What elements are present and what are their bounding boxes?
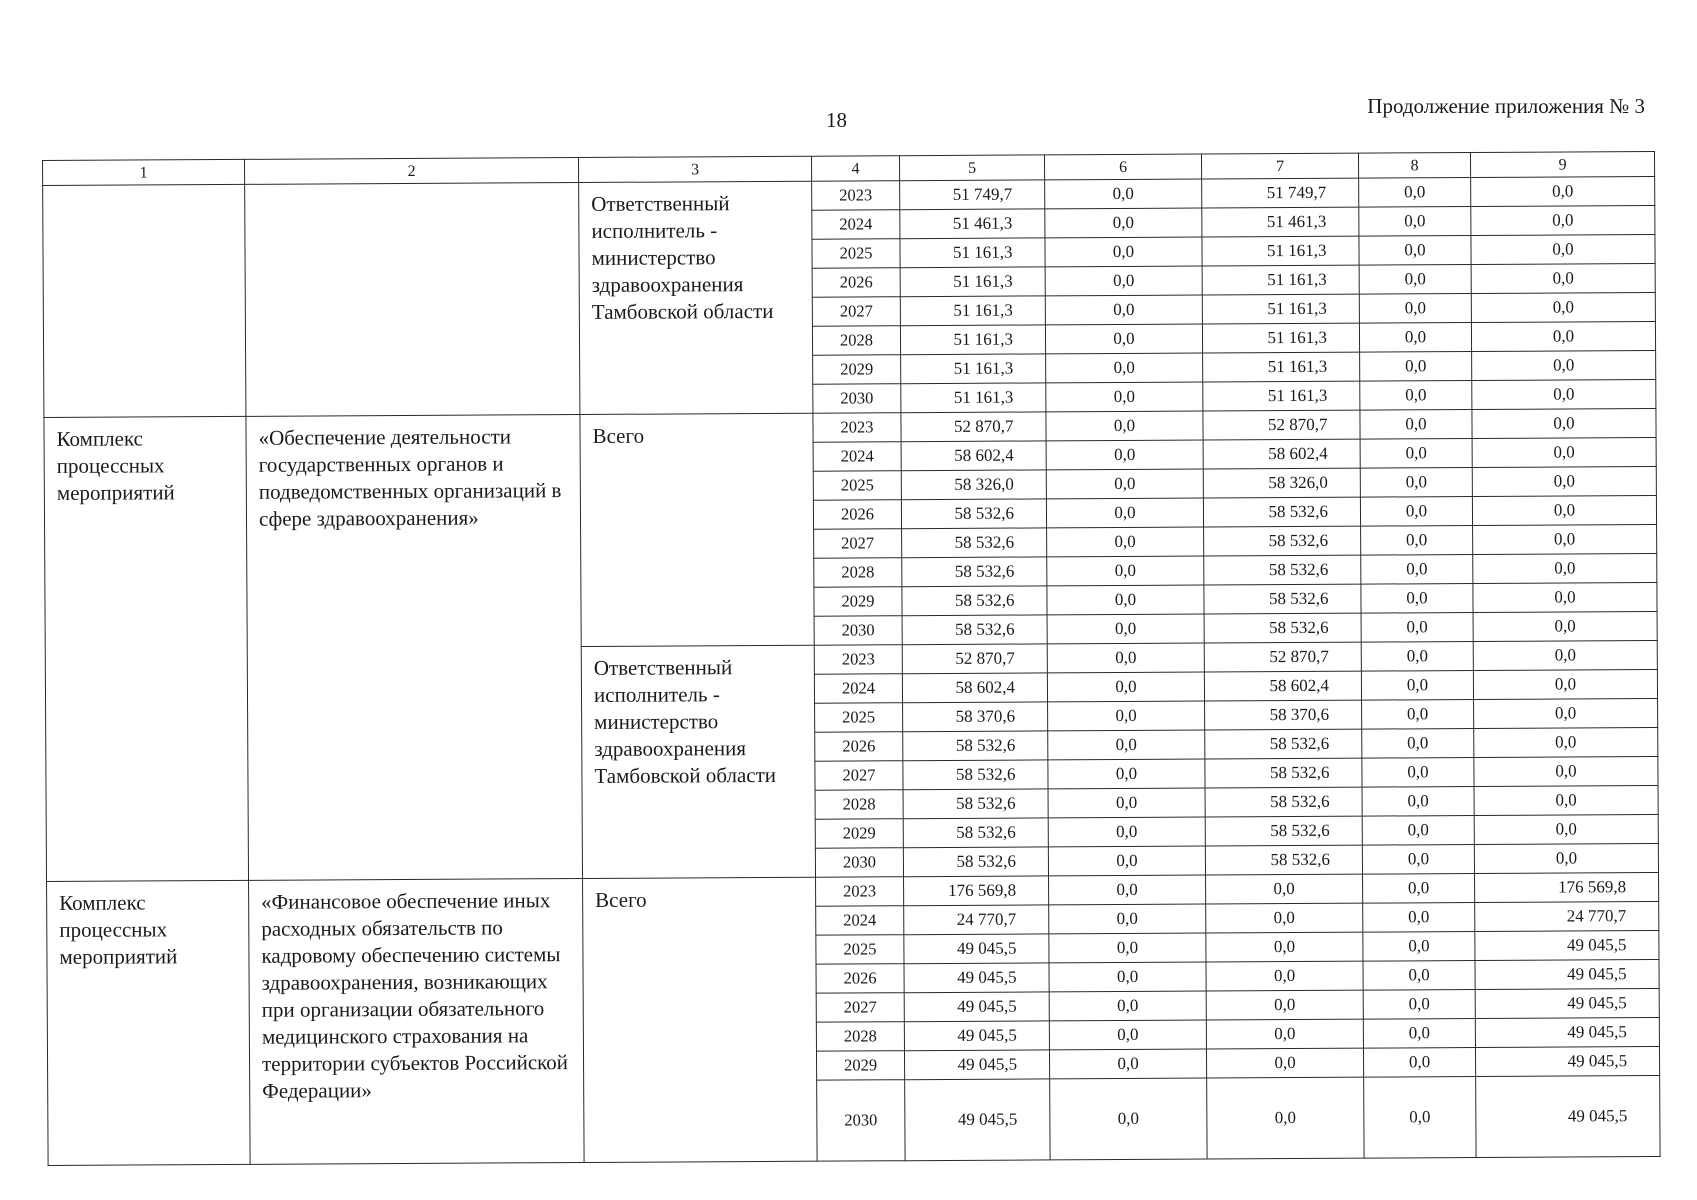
year-cell: 2030: [814, 616, 902, 645]
value-cell: 0,0: [1474, 698, 1658, 728]
program-name-cell: «Обеспечение деятельности государственных органов и подведомственных организаций в сфере здравоохранения»: [246, 414, 583, 880]
value-cell: 52 870,7: [1204, 642, 1361, 672]
value-cell: 0,0: [1362, 845, 1474, 875]
year-cell: 2023: [814, 645, 902, 674]
value-cell: 0,0: [1206, 1019, 1363, 1049]
year-cell: 2027: [816, 993, 904, 1022]
value-cell: 58 532,6: [1205, 816, 1362, 846]
value-cell: 0,0: [1361, 671, 1473, 701]
year-cell: 2027: [812, 297, 900, 326]
value-cell: 0,0: [1206, 903, 1363, 933]
value-cell: 0,0: [1206, 932, 1363, 962]
value-cell: 0,0: [1360, 468, 1472, 498]
value-cell: 51 161,3: [1202, 294, 1359, 324]
value-cell: 0,0: [1360, 497, 1472, 527]
value-cell: 58 326,0: [1203, 468, 1360, 498]
value-cell: 0,0: [1045, 324, 1202, 354]
value-cell: 49 045,5: [905, 1079, 1050, 1161]
value-cell: 58 532,6: [1205, 787, 1362, 817]
value-cell: 0,0: [1046, 353, 1203, 383]
program-type-cell: Комплекс процессных мероприятий: [44, 416, 249, 881]
year-cell: 2030: [813, 384, 901, 413]
year-cell: 2029: [813, 355, 901, 384]
value-cell: 0,0: [1473, 582, 1657, 612]
value-cell: 51 461,3: [1202, 207, 1359, 237]
budget-table: [42, 151, 1661, 1166]
value-cell: 0,0: [1361, 555, 1473, 585]
value-cell: 0,0: [1049, 1020, 1206, 1050]
year-cell: 2024: [816, 906, 904, 935]
value-cell: 0,0: [1048, 817, 1205, 847]
value-cell: 0,0: [1207, 1077, 1364, 1159]
value-cell: 0,0: [1359, 207, 1471, 237]
value-cell: 0,0: [1049, 991, 1206, 1021]
value-cell: 0,0: [1474, 727, 1658, 757]
value-cell: 0,0: [1045, 179, 1202, 209]
column-header: 8: [1358, 153, 1470, 179]
value-cell: 58 532,6: [903, 847, 1048, 877]
value-cell: 24 770,7: [904, 905, 1049, 935]
value-cell: 51 749,7: [900, 180, 1045, 210]
value-cell: 49 045,5: [1475, 1017, 1659, 1047]
year-cell: 2028: [814, 558, 902, 587]
value-cell: 0,0: [1359, 265, 1471, 295]
column-header: 5: [899, 155, 1044, 181]
table-body: [43, 151, 1661, 1165]
year-cell: 2026: [813, 500, 901, 529]
year-cell: 2025: [812, 239, 900, 268]
value-cell: 0,0: [1045, 266, 1202, 296]
value-cell: 0,0: [1362, 700, 1474, 730]
column-header: 4: [811, 156, 899, 181]
value-cell: 0,0: [1049, 875, 1206, 905]
value-cell: 58 532,6: [902, 528, 1047, 558]
value-cell: 0,0: [1046, 498, 1203, 528]
value-cell: 51 749,7: [1202, 178, 1359, 208]
value-cell: 49 045,5: [904, 1021, 1049, 1051]
program-type-cell: Комплекс процессных мероприятий: [47, 880, 251, 1165]
budget-table-container: [42, 151, 1661, 1166]
value-cell: 0,0: [1474, 814, 1658, 844]
value-cell: 58 370,6: [1205, 700, 1362, 730]
value-cell: 0,0: [1362, 787, 1474, 817]
value-cell: 58 532,6: [1205, 758, 1362, 788]
value-cell: 0,0: [1474, 756, 1658, 786]
value-cell: 0,0: [1045, 295, 1202, 325]
year-cell: 2029: [814, 587, 902, 616]
value-cell: 0,0: [1360, 381, 1472, 411]
value-cell: 0,0: [1471, 321, 1655, 351]
value-cell: 0,0: [1360, 352, 1472, 382]
year-cell: 2028: [815, 790, 903, 819]
value-cell: 58 532,6: [902, 586, 1047, 616]
value-cell: 0,0: [1471, 292, 1655, 322]
executor-cell: Всего: [580, 413, 814, 646]
value-cell: 49 045,5: [1475, 988, 1659, 1018]
value-cell: 0,0: [1472, 408, 1656, 438]
value-cell: 58 532,6: [903, 789, 1048, 819]
value-cell: 58 532,6: [1204, 526, 1361, 556]
value-cell: 0,0: [1472, 379, 1656, 409]
value-cell: 0,0: [1046, 469, 1203, 499]
value-cell: 49 045,5: [1475, 1046, 1659, 1076]
column-header: 3: [578, 156, 811, 182]
year-cell: 2026: [815, 732, 903, 761]
value-cell: 0,0: [1472, 495, 1656, 525]
value-cell: 58 602,4: [1203, 439, 1360, 469]
value-cell: 0,0: [1473, 611, 1657, 641]
value-cell: 0,0: [1474, 843, 1658, 873]
value-cell: 0,0: [1471, 176, 1655, 206]
value-cell: 0,0: [1206, 990, 1363, 1020]
value-cell: 0,0: [1471, 234, 1655, 264]
year-cell: 2023: [816, 877, 904, 906]
value-cell: 0,0: [1364, 1077, 1476, 1159]
value-cell: 0,0: [1471, 205, 1655, 235]
value-cell: 0,0: [1048, 730, 1205, 760]
year-cell: 2024: [813, 442, 901, 471]
value-cell: 0,0: [1473, 524, 1657, 554]
page-number: 18: [826, 108, 847, 132]
value-cell: 52 870,7: [901, 412, 1046, 442]
value-cell: 0,0: [1048, 759, 1205, 789]
year-cell: 2028: [812, 326, 900, 355]
value-cell: 0,0: [1359, 178, 1471, 208]
value-cell: 49 045,5: [1476, 1075, 1660, 1157]
value-cell: 58 532,6: [903, 731, 1048, 761]
value-cell: 49 045,5: [1475, 930, 1659, 960]
value-cell: 0,0: [1206, 874, 1363, 904]
value-cell: 52 870,7: [1203, 410, 1360, 440]
year-cell: 2027: [814, 529, 902, 558]
value-cell: 51 461,3: [900, 209, 1045, 239]
value-cell: 0,0: [1361, 613, 1473, 643]
value-cell: 51 161,3: [901, 354, 1046, 384]
value-cell: 0,0: [1360, 439, 1472, 469]
value-cell: 176 569,8: [1475, 872, 1659, 902]
value-cell: 58 532,6: [1204, 584, 1361, 614]
value-cell: 49 045,5: [904, 963, 1049, 993]
value-cell: 0,0: [1048, 701, 1205, 731]
year-cell: 2026: [816, 964, 904, 993]
value-cell: 58 532,6: [1205, 729, 1362, 759]
value-cell: 0,0: [1472, 437, 1656, 467]
executor-cell: Ответственный исполнитель - министерство здравоохранения Тамбовской области: [579, 181, 813, 414]
value-cell: 0,0: [1045, 208, 1202, 238]
value-cell: 51 161,3: [901, 383, 1046, 413]
value-cell: 0,0: [1474, 785, 1658, 815]
year-cell: 2025: [816, 935, 904, 964]
value-cell: 58 532,6: [1204, 555, 1361, 585]
column-header: 7: [1201, 153, 1358, 179]
value-cell: 0,0: [1359, 294, 1471, 324]
year-cell: 2023: [813, 413, 901, 442]
value-cell: 58 532,6: [1204, 613, 1361, 643]
value-cell: 0,0: [1047, 672, 1204, 702]
column-header: 9: [1470, 151, 1654, 177]
value-cell: 0,0: [1361, 642, 1473, 672]
program-name-cell: «Финансовое обеспечение иных расходных обязательств по кадровому обеспечению системы здравоохранения, возникающих при организации обязательного медицинского страхования на территории субъектов Российской Федерации»: [249, 878, 585, 1164]
value-cell: 0,0: [1359, 236, 1471, 266]
value-cell: 0,0: [1047, 556, 1204, 586]
value-cell: 58 370,6: [903, 702, 1048, 732]
value-cell: 0,0: [1206, 961, 1363, 991]
column-header: 6: [1044, 154, 1201, 180]
value-cell: 176 569,8: [904, 876, 1049, 906]
column-header: 1: [43, 159, 245, 185]
value-cell: 0,0: [1363, 990, 1475, 1020]
column-header: 2: [244, 158, 578, 185]
value-cell: 58 602,4: [902, 673, 1047, 703]
value-cell: 58 326,0: [901, 470, 1046, 500]
value-cell: 49 045,5: [904, 934, 1049, 964]
value-cell: 0,0: [1049, 933, 1206, 963]
value-cell: 0,0: [1049, 1049, 1206, 1079]
value-cell: 49 045,5: [1475, 959, 1659, 989]
year-cell: 2028: [816, 1022, 904, 1051]
value-cell: 51 161,3: [900, 325, 1045, 355]
value-cell: 58 532,6: [902, 615, 1047, 645]
program-type-cell: [43, 184, 246, 417]
value-cell: 0,0: [1046, 411, 1203, 441]
value-cell: 58 602,4: [901, 441, 1046, 471]
value-cell: 51 161,3: [1202, 265, 1359, 295]
value-cell: 49 045,5: [904, 992, 1049, 1022]
value-cell: 58 532,6: [903, 818, 1048, 848]
year-cell: 2029: [815, 819, 903, 848]
value-cell: 0,0: [1362, 758, 1474, 788]
value-cell: 49 045,5: [904, 1050, 1049, 1080]
value-cell: 51 161,3: [900, 296, 1045, 326]
executor-cell: Ответственный исполнитель - министерство здравоохранения Тамбовской области: [581, 645, 815, 878]
value-cell: 51 161,3: [900, 238, 1045, 268]
value-cell: 0,0: [1363, 1019, 1475, 1049]
value-cell: 0,0: [1049, 904, 1206, 934]
value-cell: 0,0: [1363, 961, 1475, 991]
value-cell: 0,0: [1049, 962, 1206, 992]
value-cell: 0,0: [1363, 874, 1475, 904]
value-cell: 0,0: [1050, 1078, 1207, 1160]
value-cell: 0,0: [1046, 382, 1203, 412]
year-cell: 2025: [813, 471, 901, 500]
value-cell: 58 602,4: [1204, 671, 1361, 701]
value-cell: 24 770,7: [1475, 901, 1659, 931]
executor-cell: Всего: [583, 877, 818, 1162]
value-cell: 0,0: [1473, 553, 1657, 583]
year-cell: 2030: [817, 1080, 905, 1161]
value-cell: 0,0: [1472, 350, 1656, 380]
value-cell: 0,0: [1473, 669, 1657, 699]
value-cell: 0,0: [1048, 846, 1205, 876]
value-cell: 0,0: [1045, 237, 1202, 267]
value-cell: 0,0: [1047, 585, 1204, 615]
year-cell: 2026: [812, 268, 900, 297]
value-cell: 0,0: [1361, 584, 1473, 614]
value-cell: 58 532,6: [901, 499, 1046, 529]
value-cell: 0,0: [1362, 729, 1474, 759]
value-cell: 0,0: [1363, 932, 1475, 962]
value-cell: 52 870,7: [902, 644, 1047, 674]
value-cell: 58 532,6: [902, 557, 1047, 587]
value-cell: 51 161,3: [1203, 352, 1360, 382]
year-cell: 2030: [815, 848, 903, 877]
value-cell: 0,0: [1471, 263, 1655, 293]
year-cell: 2027: [815, 761, 903, 790]
value-cell: 0,0: [1047, 643, 1204, 673]
value-cell: 0,0: [1473, 640, 1657, 670]
value-cell: 0,0: [1363, 903, 1475, 933]
value-cell: 51 161,3: [1203, 381, 1360, 411]
value-cell: 51 161,3: [1202, 236, 1359, 266]
value-cell: 58 532,6: [903, 760, 1048, 790]
value-cell: 0,0: [1206, 1048, 1363, 1078]
value-cell: 0,0: [1359, 323, 1471, 353]
value-cell: 0,0: [1047, 527, 1204, 557]
year-cell: 2023: [812, 181, 900, 210]
value-cell: 0,0: [1046, 440, 1203, 470]
value-cell: 0,0: [1472, 466, 1656, 496]
value-cell: 0,0: [1048, 788, 1205, 818]
value-cell: 0,0: [1363, 1048, 1475, 1078]
appendix-title: Продолжение приложения № 3: [1367, 94, 1645, 118]
value-cell: 0,0: [1361, 526, 1473, 556]
year-cell: 2024: [812, 210, 900, 239]
year-cell: 2025: [815, 703, 903, 732]
value-cell: 58 532,6: [1203, 497, 1360, 527]
value-cell: 58 532,6: [1205, 845, 1362, 875]
value-cell: 51 161,3: [900, 267, 1045, 297]
value-cell: 0,0: [1360, 410, 1472, 440]
value-cell: 51 161,3: [1202, 323, 1359, 353]
year-cell: 2024: [814, 674, 902, 703]
year-cell: 2029: [816, 1051, 904, 1080]
value-cell: 0,0: [1047, 614, 1204, 644]
value-cell: 0,0: [1362, 816, 1474, 846]
program-name-cell: [245, 183, 580, 417]
